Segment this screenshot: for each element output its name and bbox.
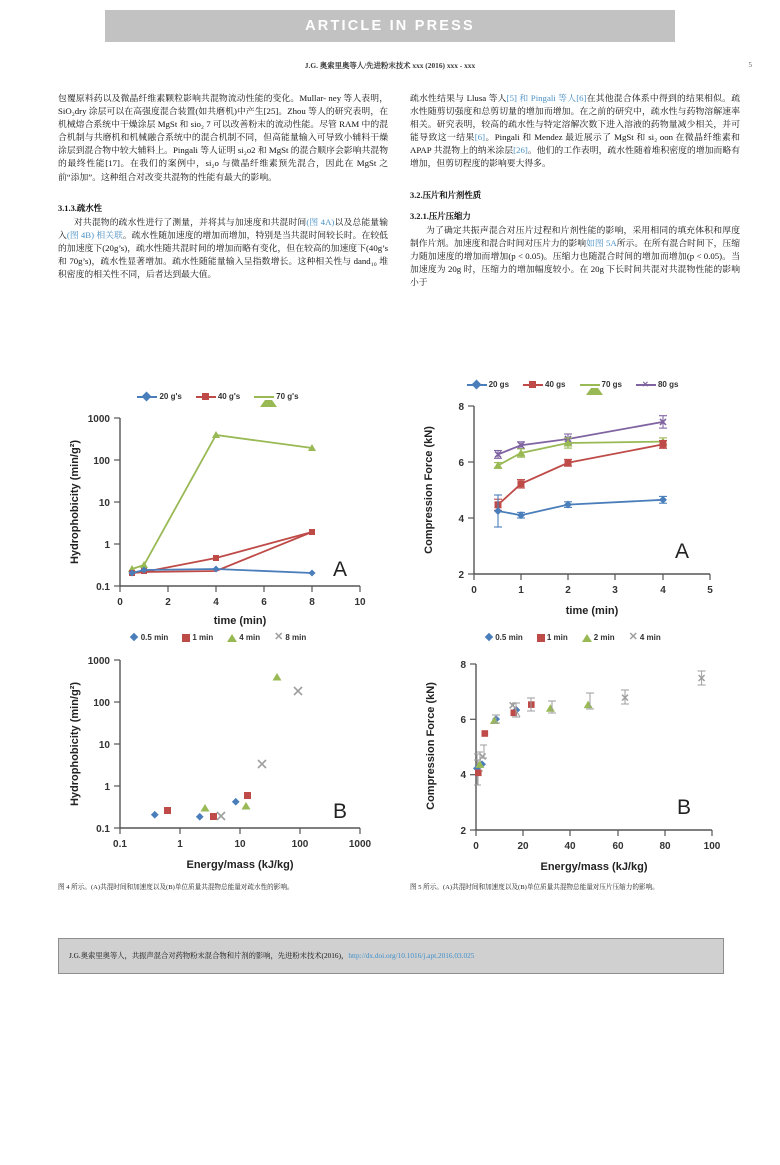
xtick: 0 bbox=[473, 841, 479, 852]
xtick: 100 bbox=[291, 839, 309, 850]
legend-item-40gs bbox=[196, 392, 240, 401]
figure-4a bbox=[58, 392, 378, 632]
xtick: 2 bbox=[165, 597, 171, 608]
xtick: 8 bbox=[309, 597, 315, 608]
rp1-c: 。Pingali 和 Mendez 最近展示了 MgSt 和 si₂ oon 在微晶纤维素和 APAP 共混物上的纳米涂层 bbox=[410, 132, 740, 156]
legend-item-70gs bbox=[580, 380, 622, 389]
rp1-a: 疏水性结果与 Llusa 等人 bbox=[410, 93, 507, 103]
ytick: 10 bbox=[98, 740, 110, 751]
figure-5a-panel-letter: A bbox=[674, 540, 690, 563]
section-heading-3-1-3: 3.1.3.疏水性 bbox=[58, 203, 102, 213]
ytick: 6 bbox=[458, 458, 464, 469]
left-paragraph-2 bbox=[58, 216, 388, 281]
legend-item-20gs bbox=[467, 380, 509, 389]
legend-item-1min bbox=[537, 633, 568, 642]
legend-label: 1 min bbox=[192, 633, 214, 642]
legend-label: 70 gs bbox=[601, 380, 622, 389]
figure-4b-ylabel: Hydrophobicity (min/g²) bbox=[69, 681, 81, 807]
figure-5a bbox=[410, 380, 735, 632]
legend-label: 0.5 min bbox=[495, 633, 523, 642]
rp1-b: 在其他混合体系中得到的结果相似。疏水性随剪切强度和总剪切量的增加而增加。在之前的研究中，疏水性与药物溶解速率相关。研究表明，较高的疏水性与特定溶解次数下进入溶液的药物量减少相关，并可能导致这一结果 bbox=[410, 93, 740, 143]
legend-label: 4 min bbox=[239, 633, 261, 642]
ytick: 1000 bbox=[87, 414, 110, 425]
figure-5a-ylabel: Compression Force (kN) bbox=[423, 426, 435, 554]
running-head-citation: J.G. 奥索里奥等人/先进粉末技术 xxx (2016) xxx - xxx bbox=[304, 61, 476, 70]
figure-4a-legend bbox=[58, 392, 378, 401]
figure-4a-plot bbox=[58, 404, 378, 632]
figure-4b-xlabel: Energy/mass (kJ/kg) bbox=[186, 859, 294, 871]
xtick: 0 bbox=[117, 597, 123, 608]
left-column bbox=[58, 92, 388, 290]
xtick: 6 bbox=[261, 597, 267, 608]
xtick: 4 bbox=[213, 597, 219, 608]
legend-label: 4 min bbox=[639, 633, 661, 642]
figure-4b-legend bbox=[58, 632, 378, 643]
legend-item-1min bbox=[182, 633, 213, 642]
legend-label: 1 min bbox=[546, 633, 568, 642]
xtick: 80 bbox=[659, 841, 671, 852]
legend-item-80gs: ✕ 80 gs bbox=[636, 380, 678, 389]
figure-5b-panel-letter: B bbox=[676, 796, 692, 819]
xtick: 3 bbox=[612, 585, 618, 596]
legend-item-20gs bbox=[137, 392, 181, 401]
legend-label: 40 gs bbox=[545, 380, 566, 389]
legend-item-2min bbox=[582, 633, 615, 642]
article-in-press-banner bbox=[105, 10, 675, 42]
doi-link[interactable]: http://dx.doi.org/10.1016/j.apt.2016.03.025 bbox=[348, 951, 475, 960]
legend-item-8min: ✕ 8 min bbox=[274, 631, 307, 643]
figure-5b bbox=[410, 632, 735, 881]
legend-item-0-5min bbox=[130, 633, 169, 642]
figure-5a-plot bbox=[410, 392, 735, 632]
xtick: 60 bbox=[612, 841, 624, 852]
ytick: 8 bbox=[460, 660, 466, 671]
ytick: 6 bbox=[460, 715, 466, 726]
rp1-d: 。他们的工作表明，疏水性随着堆积密度的增加而略有增加，但剪切程度的影响要大得多。 bbox=[410, 145, 740, 169]
xtick: 1 bbox=[177, 839, 183, 850]
legend-label: 40 g's bbox=[217, 392, 241, 401]
figure-4b-plot bbox=[58, 646, 378, 874]
citation-26[interactable]: [26] bbox=[513, 145, 528, 156]
figure-5b-plot bbox=[410, 646, 735, 881]
article-in-press-label: ARTICLE IN PRESS bbox=[305, 18, 475, 34]
lp2-c: 。疏水性随加速度的增加而增加，特别是当共混时间较长时。在较低的加速度下(20g’s)，疏水性随共混时间的增加而略有变化，但在较高的加速度下(40g’s 和 70g’s)，疏水性显著增加。疏水性随能量输入呈指数增长。这种相关性与 dand₁₀ 堆积密度的相关性不同，后者达到最大值。 bbox=[58, 229, 388, 280]
fig4b-reference[interactable]: (图 4B) 相关联 bbox=[66, 229, 123, 240]
running-head bbox=[0, 60, 780, 76]
legend-label: 70 g's bbox=[276, 392, 299, 401]
figure-5b-ylabel: Compression Force (kN) bbox=[425, 682, 437, 810]
figure-4a-xlabel: time (min) bbox=[213, 615, 267, 627]
xtick: 2 bbox=[565, 585, 571, 596]
legend-label: 20 g's bbox=[159, 392, 182, 401]
figure-4b-panel-letter: B bbox=[332, 800, 348, 823]
xtick: 10 bbox=[234, 839, 246, 850]
legend-label: 0.5 min bbox=[140, 633, 169, 642]
figure-5a-xlabel: time (min) bbox=[565, 605, 619, 617]
legend-label: 8 min bbox=[285, 633, 307, 642]
legend-item-4min: ✕ 4 min bbox=[628, 631, 661, 643]
figure-5a-legend bbox=[410, 380, 735, 389]
left-paragraph-1: 包覆原料药以及微晶纤维素颗粒影响共混物流动性能的变化。Mullar- ney 等人表明，SiO₂dry 涂层可以在高强度混合装置(如共磨机)中产生[25]。Zhou 等人的研究表明，在机械熔合系统中干燥涂层 MgSt 和 sio₂ 7 可以改善粉末的流动性能。尽管 RAM 中的混合机制与共磨机和机械融合系统中的混合机制不同，但高能量输入可导致小辅料干燥涂层到混合物中较大辅料上。Pingali 等人证明 si₂o2 和 MgSt 的混合顺序会影响共混物的最终性能[17]。在我们的案例中，si₂o 与微晶纤维素预先混合，因此在 MgSt 之前“添加”。这种组合对改变共混物的性能有最大的影响。 bbox=[58, 93, 388, 182]
ytick: 0.1 bbox=[96, 824, 110, 835]
fig4a-reference[interactable]: (图 4A) bbox=[306, 216, 335, 227]
fig5a-reference[interactable]: 如图 5A bbox=[586, 237, 617, 248]
legend-label: 20 gs bbox=[488, 380, 510, 389]
figure-5-caption: 图 5 所示。(A)共混时间和加速度以及(B)单位质量共混物总能量对压片压缩力的影响。 bbox=[410, 884, 659, 891]
xtick: 1 bbox=[518, 585, 524, 596]
ytick: 2 bbox=[460, 826, 466, 837]
ytick: 1000 bbox=[87, 656, 110, 667]
xtick: 4 bbox=[660, 585, 666, 596]
xtick: 0 bbox=[471, 585, 477, 596]
ytick: 8 bbox=[458, 402, 464, 413]
section-heading-3-2: 3.2.压片和片剂性质 bbox=[410, 190, 482, 200]
rp2-b: 所示。在所有混合时间下，压缩力随加速度的增加而增加(p < 0.05)。压缩力也随混合时间的增加而增加(p < 0.05)。当加速度为 20g 时，压缩力的增加幅度较小。在 20g 下长时间共混对共混物性能的影响小于 bbox=[410, 237, 740, 287]
legend-item-0-5min bbox=[484, 633, 523, 642]
ytick: 4 bbox=[458, 514, 464, 525]
xtick: 10 bbox=[354, 597, 366, 608]
rp2-a: 为了确定共振声混合对压片过程和片剂性能的影响，采用相同的填充体积和厚度制作片剂。加速度和混合时间对压片力的影响 bbox=[410, 224, 740, 248]
xtick: 1000 bbox=[348, 839, 372, 850]
footer-citation-text bbox=[59, 951, 474, 961]
figure-4a-panel-letter: A bbox=[332, 558, 348, 581]
ytick: 1 bbox=[104, 540, 110, 551]
ytick: 100 bbox=[93, 456, 110, 467]
legend-item-40gs bbox=[523, 380, 565, 389]
legend-item-70gs bbox=[254, 392, 298, 401]
citation-5-6[interactable]: [5] 和 Pingali 等人[6] bbox=[506, 93, 587, 103]
legend-item-4min bbox=[227, 633, 260, 642]
xtick: 20 bbox=[517, 841, 529, 852]
xtick: 5 bbox=[707, 585, 713, 596]
xtick: 0.1 bbox=[113, 839, 127, 850]
xtick: 40 bbox=[564, 841, 576, 852]
footer-citation-box bbox=[58, 938, 724, 974]
legend-label: 2 min bbox=[593, 633, 615, 642]
figure-4a-ylabel: Hydrophobicity (min/g²) bbox=[69, 439, 81, 565]
ytick: 1 bbox=[104, 782, 110, 793]
ytick: 4 bbox=[460, 770, 466, 781]
figure-5b-xlabel: Energy/mass (kJ/kg) bbox=[540, 861, 648, 873]
xtick: 100 bbox=[703, 841, 721, 852]
ytick: 10 bbox=[98, 498, 110, 509]
page-number: 5 bbox=[748, 61, 752, 69]
footer-citation-label: J.G.奥索里奥等人，共振声混合对药物粉末混合物和片剂的影响，先进粉末技术(2016)， bbox=[69, 951, 349, 960]
ytick: 100 bbox=[93, 698, 110, 709]
legend-label: 80 gs bbox=[657, 380, 679, 389]
lp2-b: 以及总能量输入 bbox=[58, 216, 388, 240]
right-paragraph-1 bbox=[410, 92, 740, 171]
lp2-a: 对共混物的疏水性进行了测量，并将其与加速度和共混时间 bbox=[74, 216, 307, 227]
figure-5b-legend bbox=[410, 632, 735, 643]
ytick: 2 bbox=[458, 570, 464, 581]
section-heading-3-2-1: 3.2.1.压片压缩力 bbox=[410, 211, 471, 221]
citation-6[interactable]: [6] bbox=[474, 132, 486, 143]
figure-4b bbox=[58, 632, 378, 874]
ytick: 0.1 bbox=[96, 582, 110, 593]
right-paragraph-2 bbox=[410, 224, 740, 289]
figure-4-caption: 图 4 所示。(A)共混时间和加速度以及(B)单位质量共混物总能量对疏水性的影响。 bbox=[58, 884, 294, 891]
right-column bbox=[410, 92, 740, 298]
